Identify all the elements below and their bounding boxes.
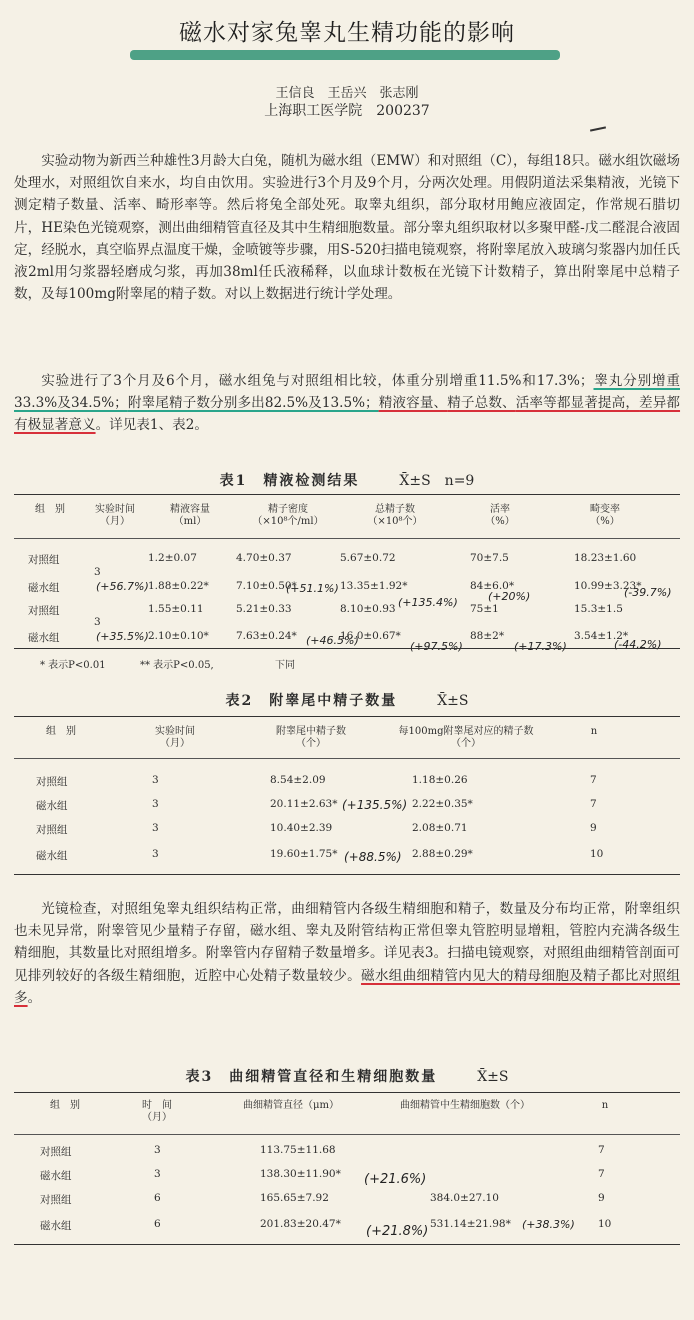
table3-cell: 磁水组 bbox=[40, 1220, 72, 1232]
sperm-total-underlined: 精子总数、 bbox=[447, 395, 516, 412]
table2-header-0: 组 别 bbox=[46, 726, 76, 737]
significance-underlined: 差异都有极显著意义 bbox=[14, 395, 681, 434]
table3-cell: 3 bbox=[154, 1168, 161, 1180]
table1-cell: 1.2±0.07 bbox=[148, 552, 197, 564]
table1-cell: 对照组 bbox=[28, 605, 60, 617]
semen-volume-underlined: 精液容量、 bbox=[378, 395, 448, 412]
table1-cell: 88±2* bbox=[470, 630, 505, 642]
results-tail: 。详见表1、表2。 bbox=[95, 417, 209, 434]
table2-header-3: 每100mg附睾尾对应的精子数 （个） bbox=[398, 726, 534, 749]
histology-text: 光镜检查，对照组兔睾丸组织结构正常，曲细精管内各级生精细胞和精子，数量及分布均正常，附睾组织也未见异常，附睾管见少量精子存留，磁水组、睾丸及附管结构正常但睾丸管腔明显增粗，管腔内充满各级生精细胞，其数量比对照组增多。附睾管内存留精子数量增多。详见表3。扫描电镜观察，对照组曲细精管剖面可见排列较好的各级生精细胞，近腔中心处精子数量较少。 bbox=[14, 901, 680, 984]
table1-handwritten-percent: (+46.5%) bbox=[306, 634, 359, 647]
paragraph-results bbox=[14, 370, 680, 437]
table2-cell: 磁水组 bbox=[36, 850, 68, 862]
table2-cell: 1.18±0.26 bbox=[412, 774, 468, 786]
results-text: 实验进行了3个月及6个月，磁水组兔与对照组相比较，体重分别增重11.5%和17.3%； bbox=[41, 373, 594, 389]
table3-cell: 对照组 bbox=[40, 1146, 72, 1158]
table2-cell: 3 bbox=[152, 848, 159, 860]
table1-caption bbox=[0, 470, 694, 490]
table3-handwritten-percent: (+38.3%) bbox=[522, 1218, 575, 1231]
table3-cell: 磁水组 bbox=[40, 1170, 72, 1182]
table1-handwritten-percent: (+135.4%) bbox=[398, 596, 458, 609]
table3-stat: X̄±S bbox=[477, 1069, 509, 1085]
table1-cell: 70±7.5 bbox=[470, 552, 509, 564]
table2-top-rule bbox=[14, 716, 680, 717]
table3-cell: 对照组 bbox=[40, 1194, 72, 1206]
table3-caption bbox=[0, 1066, 694, 1086]
table1-cell: 磁水组 bbox=[28, 632, 60, 644]
table1-title: 表1 精液检测结果 bbox=[219, 473, 360, 489]
table1-cell: 15.3±1.5 bbox=[574, 603, 623, 615]
table3-header-rule bbox=[14, 1134, 680, 1135]
table2-cell: 7 bbox=[590, 798, 597, 810]
table1-header-rule bbox=[14, 538, 680, 539]
table1-handwritten-percent: (+51.1%) bbox=[286, 582, 339, 595]
table1-footnote-c: 下同 bbox=[275, 660, 295, 671]
table2-cell: 3 bbox=[152, 774, 159, 786]
table3-cell: 3 bbox=[154, 1144, 161, 1156]
table3-header-2: 曲细精管直径（μm） bbox=[243, 1100, 339, 1111]
table3-top-rule bbox=[14, 1092, 680, 1093]
table2-cell: 3 bbox=[152, 822, 159, 834]
authors: 王信良 王岳兴 张志刚 bbox=[275, 86, 419, 101]
title-highlight-mark bbox=[130, 50, 560, 60]
table1-cell: 磁水组 bbox=[28, 582, 60, 594]
table1-header-6: 畸变率 （%） bbox=[590, 504, 620, 527]
table1-header-3: 精子密度 （×10⁸个/ml） bbox=[252, 504, 324, 527]
table2-cell: 3 bbox=[152, 798, 159, 810]
table2-header-rule bbox=[14, 758, 680, 759]
pen-mark bbox=[590, 126, 606, 131]
table1-handwritten-percent: (+20%) bbox=[488, 590, 531, 603]
table1-handwritten-percent: (+17.3%) bbox=[514, 640, 567, 653]
table2-cell: 对照组 bbox=[36, 824, 68, 836]
table3-handwritten-percent: (+21.6%) bbox=[364, 1172, 427, 1187]
table2-header-1: 实验时间 （月） bbox=[155, 726, 195, 749]
table1-cell: 对照组 bbox=[28, 554, 60, 566]
table1-header-2: 精液容量 （ml） bbox=[170, 504, 210, 527]
table2-cell: 磁水组 bbox=[36, 800, 68, 812]
table3-header-3: 曲细精管中生精细胞数（个） bbox=[400, 1100, 530, 1111]
table3-cell: 165.65±7.92 bbox=[260, 1192, 329, 1204]
table3-cell: 7 bbox=[598, 1168, 605, 1180]
table2-cell: 7 bbox=[590, 774, 597, 786]
table1-header-4: 总精子数 （×10⁸个） bbox=[367, 504, 423, 527]
table1-cell: 16.0±0.67* bbox=[340, 630, 401, 642]
table2-stat: X̄±S bbox=[437, 693, 469, 709]
table1-footnote-b: ** 表示P<0.05, bbox=[140, 660, 214, 671]
table1-footnote-a: * 表示P<0.01 bbox=[40, 660, 106, 671]
table1-cell: 18.23±1.60 bbox=[574, 552, 637, 564]
table1-bottom-rule bbox=[14, 648, 680, 649]
table3-cell: 113.75±11.68 bbox=[260, 1144, 336, 1156]
table3-cell: 531.14±21.98* bbox=[430, 1218, 511, 1230]
table3-cell: 201.83±20.47* bbox=[260, 1218, 341, 1230]
table1-cell: 4.70±0.37 bbox=[236, 552, 292, 564]
table1-cell: 13.35±1.92* bbox=[340, 580, 408, 592]
table3-title: 表3 曲细精管直径和生精细胞数量 bbox=[185, 1069, 438, 1085]
table3-cell: 10 bbox=[598, 1218, 612, 1230]
table3-header-0: 组 别 bbox=[50, 1100, 80, 1111]
table3-cell: 6 bbox=[154, 1192, 161, 1204]
histology-underlined: 磁水组曲细精管内见大的精母细胞及精子都比对照组多 bbox=[14, 967, 681, 1006]
epididymis-sperm-underlined: 附睾尾精子数分别多出82.5%及13.5%； bbox=[127, 395, 379, 412]
table1-header-5: 活率 （%） bbox=[485, 504, 515, 527]
table1-cell: 75±1 bbox=[470, 603, 499, 615]
table3-cell: 138.30±11.90* bbox=[260, 1168, 341, 1180]
table2-cell: 19.60±1.75* bbox=[270, 848, 338, 860]
table1-cell: 5.21±0.33 bbox=[236, 603, 292, 615]
table1-handwritten-percent: (+97.5%) bbox=[410, 640, 463, 653]
table2-cell: 2.22±0.35* bbox=[412, 798, 473, 810]
table3-header-1: 时 间 （月） bbox=[142, 1100, 172, 1123]
table1-cell: 5.67±0.72 bbox=[340, 552, 396, 564]
table1-handwritten-percent: (+56.7%) bbox=[96, 580, 149, 593]
article-title: 磁水对家兔睾丸生精功能的影响 bbox=[179, 20, 515, 46]
table3-header-4: n bbox=[601, 1100, 609, 1111]
affiliation: 上海职工医学院 200237 bbox=[264, 103, 430, 119]
table1-cell: 84±6.0* bbox=[470, 580, 515, 592]
table2-header-4: n bbox=[590, 726, 598, 737]
table3-cell: 7 bbox=[598, 1144, 605, 1156]
table1-cell: 7.10±0.50* bbox=[236, 580, 297, 592]
table1-header-0: 组 别 bbox=[35, 504, 65, 515]
table2-cell: 2.88±0.29* bbox=[412, 848, 473, 860]
table2-handwritten-percent: (+88.5%) bbox=[344, 850, 402, 864]
histology-tail: 。 bbox=[27, 989, 42, 1006]
table3-handwritten-percent: (+21.8%) bbox=[366, 1224, 429, 1239]
motility-underlined: 活率等都显著提高， bbox=[515, 395, 640, 412]
table2-cell: 10 bbox=[590, 848, 604, 860]
table3-cell: 6 bbox=[154, 1218, 161, 1230]
table2-cell: 10.40±2.39 bbox=[270, 822, 333, 834]
table2-cell: 对照组 bbox=[36, 776, 68, 788]
table2-cell: 20.11±2.63* bbox=[270, 798, 338, 810]
table2-cell: 2.08±0.71 bbox=[412, 822, 468, 834]
table1-cell: 10.99±3.23* bbox=[574, 580, 642, 592]
table1-handwritten-percent: (+35.5%) bbox=[96, 630, 149, 643]
table1-top-rule bbox=[14, 494, 680, 495]
table1-cell: 3.54±1.2* bbox=[574, 630, 629, 642]
table3-cell: 9 bbox=[598, 1192, 605, 1204]
table1-month-a: 3 bbox=[94, 566, 101, 578]
table3-cell: 384.0±27.10 bbox=[430, 1192, 499, 1204]
table1-cell: 1.55±0.11 bbox=[148, 603, 204, 615]
table1-cell: 8.10±0.93 bbox=[340, 603, 396, 615]
table1-month-b: 3 bbox=[94, 616, 101, 628]
table1-handwritten-percent: (-39.7%) bbox=[624, 586, 672, 599]
table1-cell: 7.63±0.24* bbox=[236, 630, 297, 642]
table1-handwritten-percent: (-44.2%) bbox=[614, 638, 662, 651]
table3-bottom-rule bbox=[14, 1244, 680, 1245]
table2-header-2: 附睾尾中精子数 （个） bbox=[276, 726, 346, 749]
table2-cell: 9 bbox=[590, 822, 597, 834]
table1-cell: 1.88±0.22* bbox=[148, 580, 209, 592]
table2-caption bbox=[0, 690, 694, 710]
paragraph-methods: 实验动物为新西兰种雄性3月龄大白兔，随机为磁水组（EMW）和对照组（C），每组18只。磁水组饮磁场处理水，对照组饮自来水，均自由饮用。实验进行3个月及9个月，分两次处理。用假阴道法采集精液，光镜下测定精子数量、活率、畸形率等。然后将兔全部处死。取睾丸组织，部分取材用鲍应液固定，作常规石腊切片，HE染色光镜观察，测出曲细精管直径及其中生精细胞数量。部分睾丸组织取材以多聚甲醛-戊二醛混合液固定，经脱水，真空临界点温度干燥，金喷镀等步骤，用S-520扫描电镜观察，将附睾尾放入玻璃匀浆器内加任氏液2ml用匀浆器轻磨成匀浆，再加38ml任氏液稀释，以血球计数板在光镜下计数精子，算出附睾尾中总精子数，及每100mg附睾尾的精子数。对以上数据进行统计学处理。 bbox=[14, 153, 680, 303]
table2-handwritten-percent: (+135.5%) bbox=[342, 798, 408, 812]
testis-weight-underlined: 睾丸分别增重33.3%及34.5%； bbox=[14, 373, 680, 412]
table1-header-1: 实验时间 （月） bbox=[95, 504, 135, 527]
table2-bottom-rule bbox=[14, 874, 680, 875]
paragraph-histology bbox=[14, 898, 680, 1009]
table2-cell: 8.54±2.09 bbox=[270, 774, 326, 786]
table2-title: 表2 附睾尾中精子数量 bbox=[225, 693, 398, 709]
table1-cell: 2.10±0.10* bbox=[148, 630, 209, 642]
table1-stat: X̄±S n=9 bbox=[399, 473, 475, 489]
